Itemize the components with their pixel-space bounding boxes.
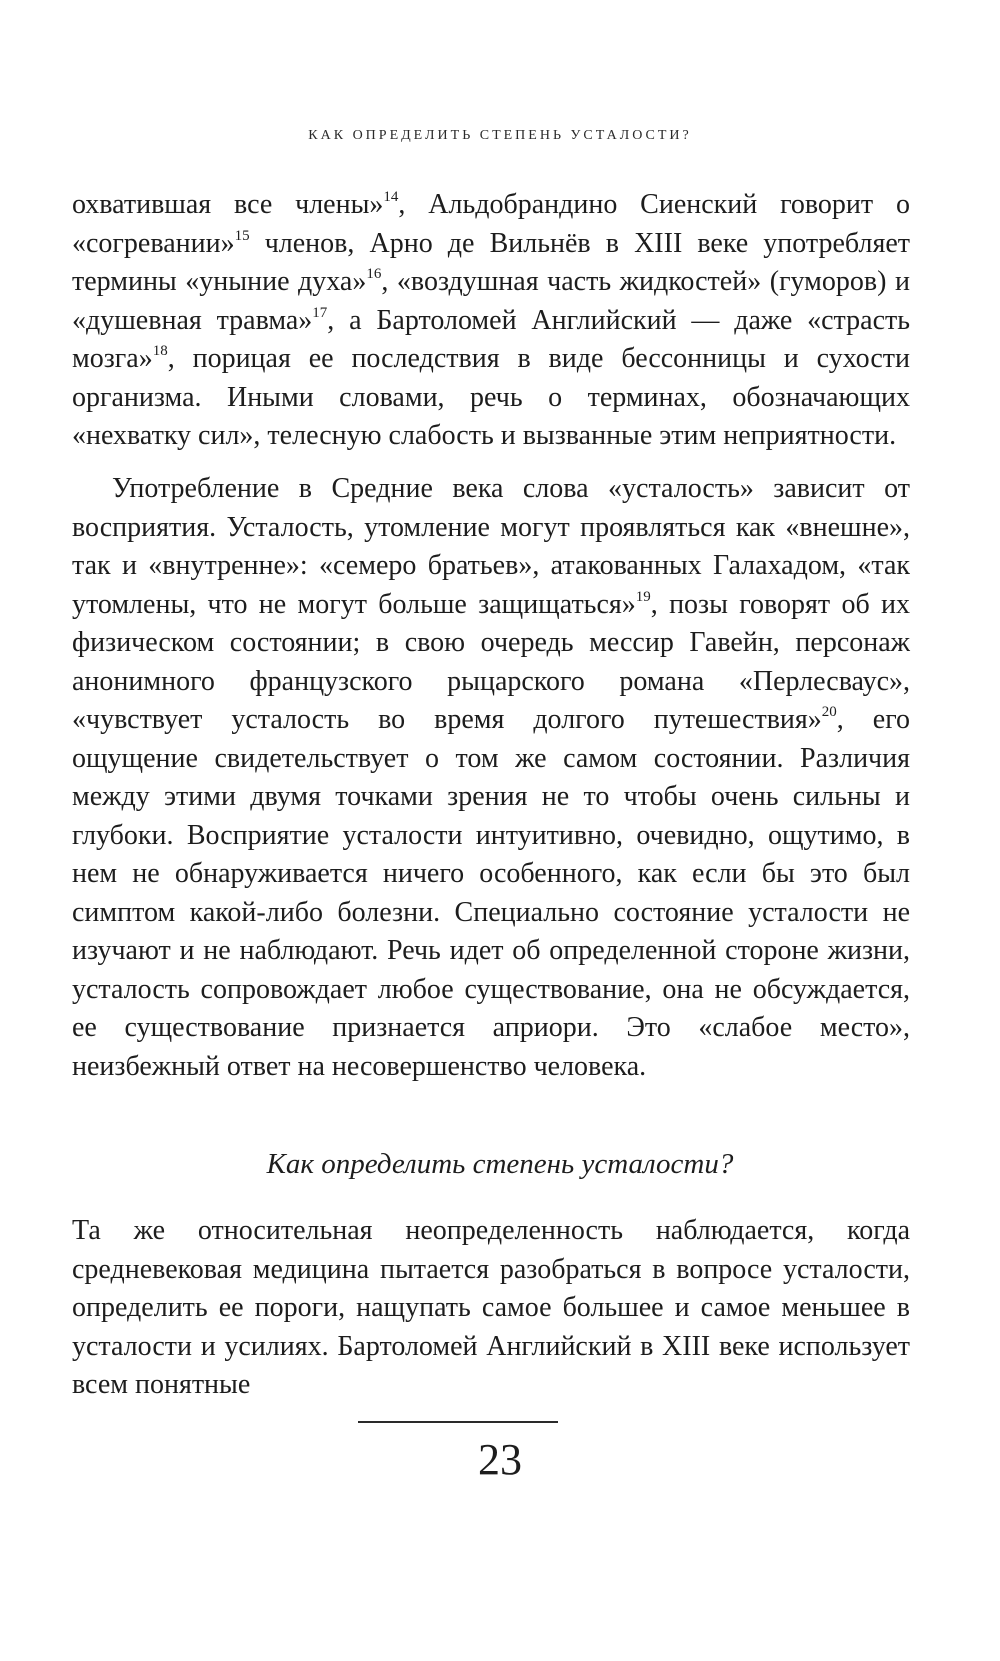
text-run: , «воздушная часть жидкостей» (гуморов) и «душевная травма» [72,266,910,336]
paragraph-1-text [72,186,910,456]
text-run: охватившая все члены» [72,189,384,220]
text-run: , а Бартоломей Английский — даже «страсть мозга» [72,304,910,374]
text-run: , позы говорят об их физическом состоянии; в свою очередь мессир Гавейн, персонаж анонимного французского рыцарского романа «Перлесваус», «чувствует усталость во время долгого путешествия» [72,588,910,735]
text-run: , порицая ее последствия в виде бессонницы и сухости организма. Иными словами, речь о терминах, обозначающих «нехватку сил», телесную слабость и вызванные этим неприятности. [72,343,910,451]
text-run: , его ощущение свидетельствует о том же самом состоянии. Различия между этими двумя точками зрения не то чтобы очень сильны и глубоки. Восприятие усталости интуитивно, очевидно, ощутимо, в нем не обнаруживается ничего особенного, как если бы это был симптом какой-либо болезни. Специально состояние усталости не изучают и не наблюдают. Речь идет об определенной стороне жизни, усталость сопровождает любое существование, она не обсуждается, ее существование признается априори. Это «слабое место», неизбежный ответ на несовершенство человека. [72,704,910,1082]
paragraph-3-text: Та же относительная неопределенность наблюдается, когда средневековая медицина пытается разобраться в вопросе усталости, определить ее пороги, нащупать самое большее и самое меньшее в усталости и усилиях. Бартоломей Английский в XIII веке использует всем понятные [72,1215,910,1400]
text-run: членов, Арно де Вильнёв в XIII веке употребляет термины «уныние духа» [72,227,910,297]
footnote-ref-17[interactable]: 17 [312,304,328,321]
text-run: , Альдобрандино Сиенский говорит о «согревании» [72,189,910,259]
text-run: Употребление в Средние века слова «усталость» зависит от восприятия. Усталость, утомление могут проявляться как «внешне», так и «внутренне»: «семеро братьев», атакованных Галахадом, «так утомлены, что не могут больше защищаться» [72,473,910,620]
footer-rule [358,1421,558,1423]
footnote-ref-16[interactable]: 16 [366,266,382,282]
running-head: КАК ОПРЕДЕЛИТЬ СТЕПЕНЬ УСТАЛОСТИ? [308,128,692,143]
footnote-ref-14[interactable]: 14 [383,189,399,205]
paragraph-2-text [72,470,910,1086]
footnote-ref-19[interactable]: 19 [635,588,651,605]
footnote-ref-20[interactable]: 20 [821,704,837,720]
paragraph-1 [72,186,910,456]
footnote-ref-15[interactable]: 15 [234,227,250,244]
page-number: 23 [478,1435,522,1484]
section-heading: Как определить степень усталости? [266,1148,734,1180]
footnote-ref-18[interactable]: 18 [152,343,168,359]
paragraph-2 [72,470,910,1086]
paragraph-3 [72,1212,910,1405]
